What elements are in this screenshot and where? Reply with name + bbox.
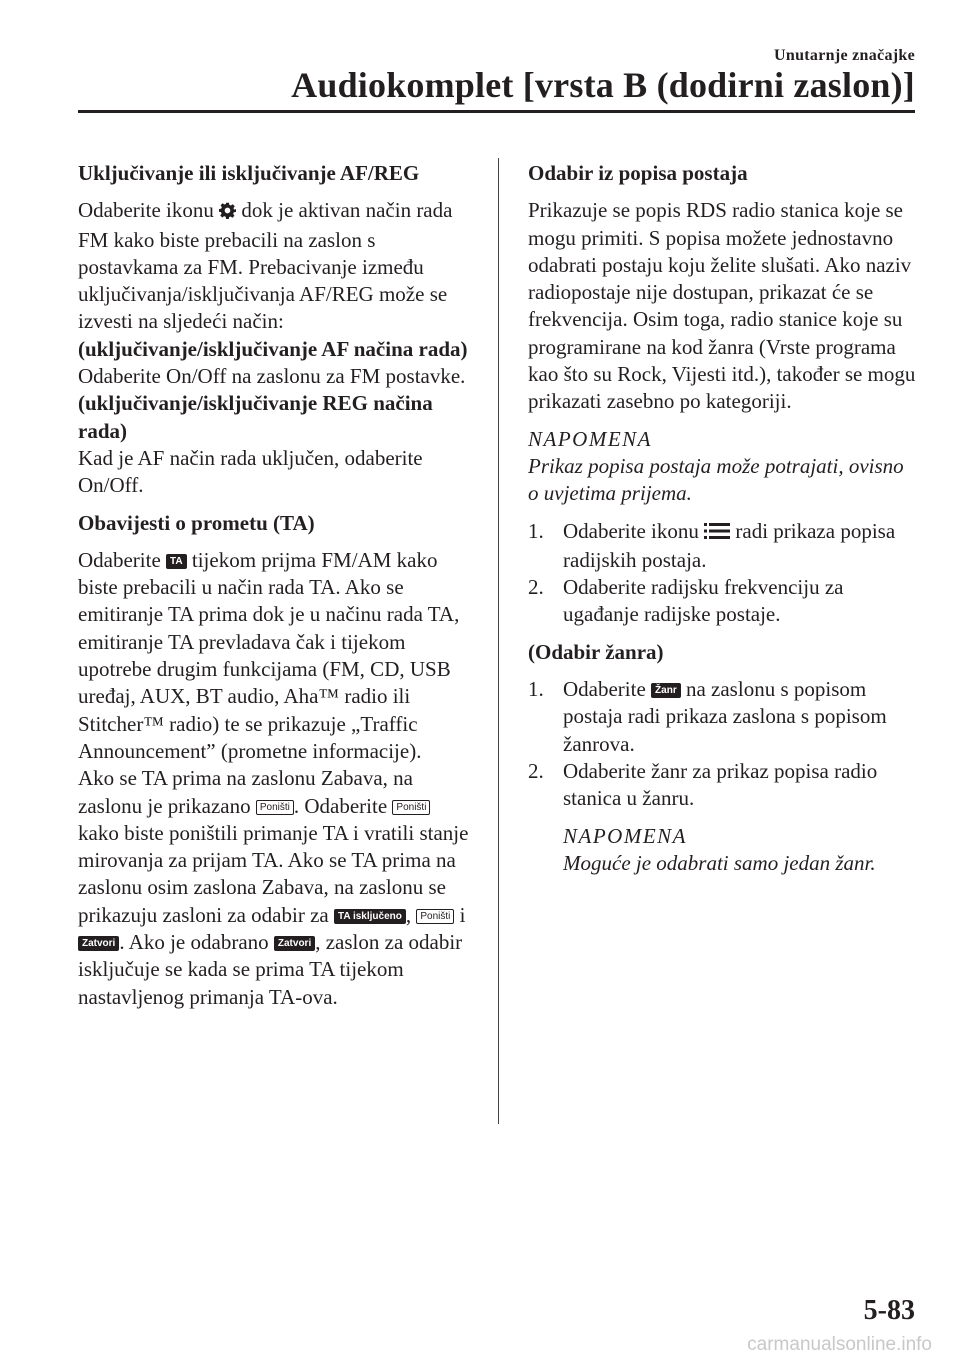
station-list-heading: Odabir iz popisa postaja (528, 161, 748, 185)
column-divider (498, 158, 499, 1124)
chapter-title: Audiokomplet [vrsta B (dodirni zaslon)] (291, 65, 915, 105)
ta-button: TA (166, 554, 187, 569)
page-number: 5-83 (863, 1295, 915, 1326)
af-text: Odaberite On/Off na zaslonu za FM postavke. (78, 364, 466, 389)
ta2-text-e: i (459, 902, 466, 927)
note-title: NAPOMENA (563, 823, 687, 848)
ta2-text-b: . Odaberite (293, 793, 388, 818)
afreg-heading: Uključivanje ili isključivanje AF/REG (78, 161, 420, 185)
ta-paragraph-1 (78, 547, 473, 765)
list-step-1 (528, 518, 918, 575)
ta-off-button: TA isključeno (334, 909, 406, 924)
ta2-text-a: Ako se TA prima na zaslonu Zabava, na zaslonu je prikazano (78, 766, 413, 818)
step1-text-a: Odaberite ikonu (563, 518, 699, 543)
ta2-text-c: kako biste poništili primanje TA i vratili stanje mirovanja za prijam TA. Ako se TA prima na zaslonu osim zaslona Zabava, na zaslonu se prikazuju zasloni za odabir za (78, 820, 469, 927)
ta2-text-f: . Ako je odabrano (119, 930, 269, 955)
note-text: Prikaz popisa postaja može potrajati, ovisno o uvjetima prijema. (528, 453, 904, 506)
list-step-2 (528, 574, 918, 629)
genre-heading: (Odabir žanra) (528, 639, 664, 664)
cancel-button: Poništi (256, 800, 294, 815)
afreg-text-b: dok je aktivan način rada FM kako biste prebacili na zaslon s postavkama za FM. Prebacivanje između uključivanja/isključivanja AF/REG može se izvesti na sljedeći način: (78, 198, 453, 334)
afreg-paragraph (78, 197, 473, 335)
ta2-text-g: , zaslon za odabir isključuje se kada se prima TA tijekom nastavljenog primanja TA-ova. (78, 930, 463, 1009)
step1-text-b: radi prikaza popisa radijskih postaja. (563, 518, 896, 572)
ta-heading: Obavijesti o prometu (TA) (78, 510, 315, 535)
reg-text: Kad je AF način rada uključen, odaberite On/Off. (78, 445, 423, 498)
step-number: 1. (528, 677, 544, 702)
cancel-button: Poništi (392, 800, 430, 815)
right-column (528, 160, 918, 877)
genre-step-2 (528, 758, 918, 813)
afreg-text-a: Odaberite ikonu (78, 198, 214, 223)
g2-text: Odaberite žanr za prikaz popisa radio stanica u žanru. (563, 758, 878, 811)
ta-text-b: tijekom prijma FM/AM kako biste prebacili u način rada TA. Ako se emitiranje TA prima dok je u načinu rada TA, emitiranje TA prevladava čak i tijekom upotrebe drugim funkcijama (FM, CD, USB uređaj, AUX, BT audio, Aha™ radio ili Stitcher™ radio) te se prikazuje „Traffic Announcement” (prometne informacije). (78, 547, 460, 763)
cancel-button: Poništi (416, 909, 454, 924)
step-number: 2. (528, 575, 544, 600)
genre-step-1 (528, 676, 918, 758)
section-label: Unutarnje značajke (774, 47, 915, 64)
gear-icon (219, 199, 236, 226)
ta2-text-d: , (405, 902, 412, 927)
step2-text: Odaberite radijsku frekvenciju za ugađanje radijske postaje. (563, 575, 844, 627)
ta-text-a: Odaberite (78, 547, 161, 572)
genre-button: Žanr (651, 683, 681, 698)
note-title: NAPOMENA (528, 426, 652, 451)
af-heading: (uključivanje/isključivanje AF načina rada) (78, 336, 468, 361)
watermark: carmanualsonline.info (747, 1334, 932, 1355)
step-number: 2. (528, 758, 544, 783)
list-icon (704, 520, 730, 547)
g1-text-b: na zaslonu s popisom postaja radi prikaza zaslona s popisom žanrova. (563, 677, 887, 756)
header-rule (78, 110, 915, 113)
left-column (78, 160, 473, 1011)
step-number: 1. (528, 518, 544, 543)
ta-paragraph-2 (78, 765, 473, 1011)
g1-text-a: Odaberite (563, 677, 646, 702)
note-text: Moguće je odabrati samo jedan žanr. (563, 850, 876, 875)
close-button: Zatvori (274, 936, 315, 951)
close-button: Zatvori (78, 936, 119, 951)
reg-heading: (uključivanje/isključivanje REG načina rada) (78, 391, 433, 443)
station-list-text: Prikazuje se popis RDS radio stanica koje se mogu primiti. S popisa možete jednostavno odabrati postaju koju želite slušati. Ako naziv radiopostaje nije dostupan, prikazat će se frekvencija. Osim toga, radio stanice koje su programirane na kod žanra (Vrste programa kao što su Rock, Vijesti itd.), također se mogu prikazati zasebno po kategoriji. (528, 198, 916, 414)
